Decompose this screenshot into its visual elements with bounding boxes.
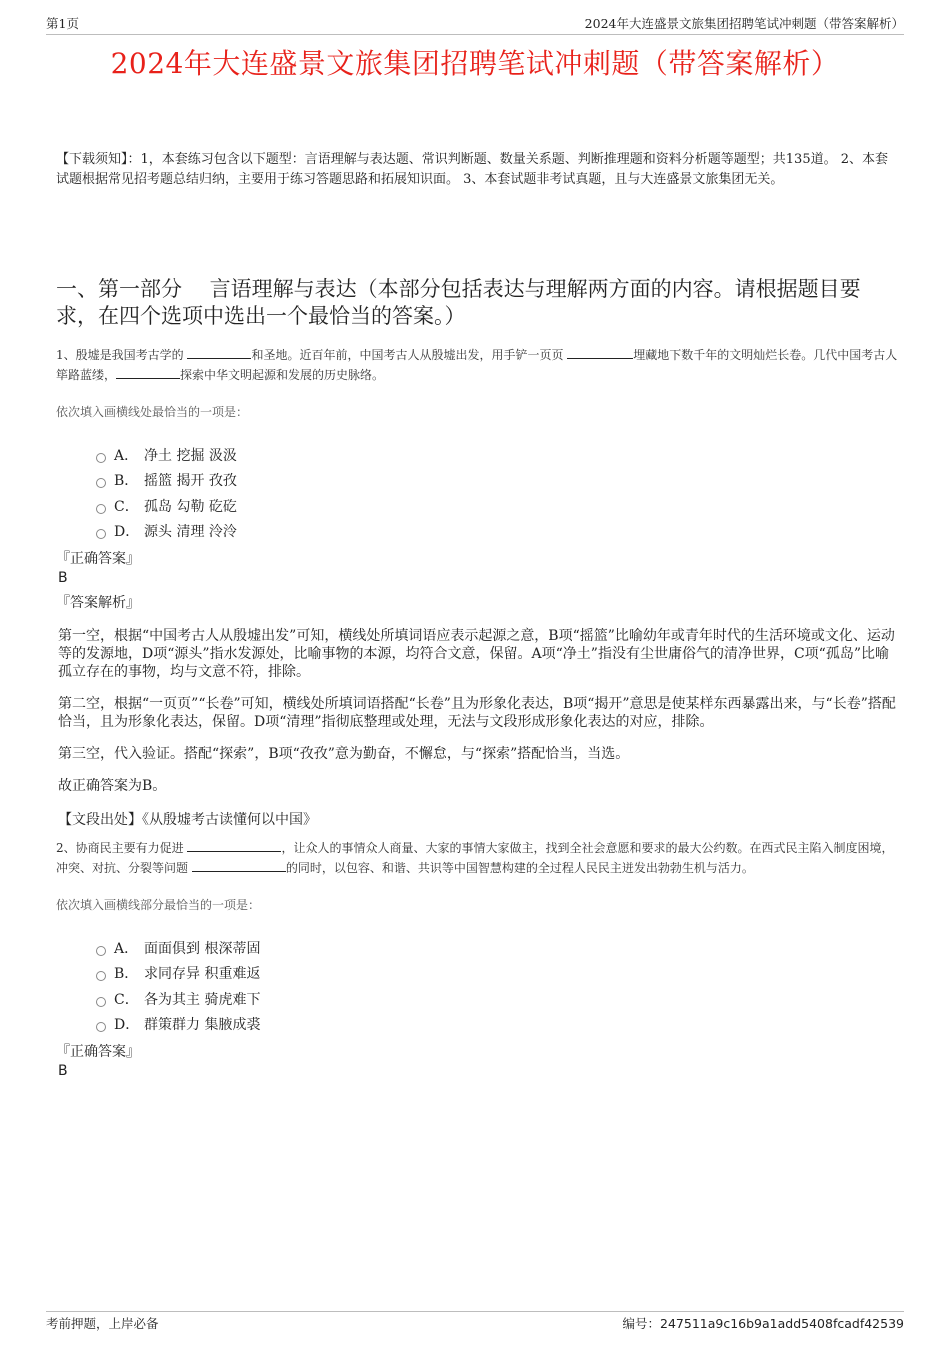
radio-icon[interactable] bbox=[96, 453, 106, 463]
page-header bbox=[46, 14, 904, 35]
radio-icon[interactable] bbox=[96, 1022, 106, 1032]
radio-icon[interactable] bbox=[96, 946, 106, 956]
option-b[interactable]: B． 求同存异 积重难返 bbox=[96, 961, 900, 987]
question-2-stem: 2、协商民主要有力促进 ，让众人的事情众人商量、大家的事情大家做主，找到全社会意愿和要求的最大公约数。在西式民主陷入制度困境，冲突、对抗、分裂等问题 的同时，以包容、和谐、共识等中国智慧构建的全过程人民民主迸发出勃勃生机与活力。 bbox=[56, 841, 894, 875]
option-c[interactable]: C． 孤岛 勾勒 矻矻 bbox=[96, 493, 900, 519]
option-a[interactable]: A． 面面俱到 根深蒂固 bbox=[96, 935, 900, 961]
option-d[interactable]: D． 群策群力 集腋成裘 bbox=[96, 1012, 900, 1038]
option-c[interactable]: C． 各为其主 骑虎难下 bbox=[96, 986, 900, 1012]
radio-icon[interactable] bbox=[96, 529, 106, 539]
radio-icon[interactable] bbox=[96, 504, 106, 514]
analysis-conclusion: 故正确答案为B。 bbox=[58, 778, 167, 794]
option-a[interactable]: A． 净土 挖掘 汲汲 bbox=[96, 442, 900, 468]
header-doc-title: 2024年大连盛景文旅集团招聘笔试冲刺题（带答案解析） bbox=[584, 16, 904, 31]
page-number: 第1页 bbox=[46, 16, 79, 31]
question-1-stem: 1、殷墟是我国考古学的 和圣地。近百年前，中国考古人从殷墟出发，用手铲一页页 埋藏地下数千年的文明灿烂长卷。几代中国考古人筚路蓝缕， 探索中华文明起源和发展的历史脉络。 bbox=[56, 348, 898, 382]
question-1-instruction: 依次填入画横线处最恰当的一项是： bbox=[56, 405, 249, 419]
option-d[interactable]: D． 源头 清理 泠泠 bbox=[96, 519, 900, 545]
analysis-paragraph: 第二空，根据“一页页”“长卷”可知，横线处所填词语搭配“长卷”且为形象化表达，B项“揭开”意思是使某样东西暴露出来，与“长卷”搭配恰当，且为形象化表达，保留。D项“清理”指彻底整理或处理，无法与文段形成形象化表达的对应，排除。 bbox=[58, 696, 896, 730]
document-code: 编号：247511a9c16b9a1add5408fcadf42539 bbox=[622, 1316, 904, 1331]
question-2-instruction: 依次填入画横线部分最恰当的一项是： bbox=[56, 898, 261, 912]
answer-label: 『正确答案』 bbox=[56, 551, 140, 567]
footer-slogan: 考前押题，上岸必备 bbox=[46, 1316, 159, 1331]
page-footer bbox=[46, 1311, 904, 1332]
radio-icon[interactable] bbox=[96, 971, 106, 981]
correct-answer: B bbox=[58, 1063, 68, 1079]
fill-blank bbox=[187, 839, 281, 852]
radio-icon[interactable] bbox=[96, 478, 106, 488]
correct-answer: B bbox=[58, 570, 68, 586]
fill-blank bbox=[116, 366, 180, 379]
question-2 bbox=[56, 838, 900, 1081]
option-b[interactable]: B． 摇篮 揭开 孜孜 bbox=[96, 468, 900, 494]
analysis-paragraph: 第三空，代入验证。搭配“探索”，B项“孜孜”意为勤奋，不懈怠，与“探索”搭配恰当，当选。 bbox=[58, 746, 630, 762]
question-1 bbox=[56, 345, 900, 829]
radio-icon[interactable] bbox=[96, 997, 106, 1007]
document-title: 2024年大连盛景文旅集团招聘笔试冲刺题（带答案解析） bbox=[110, 47, 840, 80]
section-title: 一、第一部分 言语理解与表达（本部分包括表达与理解两方面的内容。请根据题目要求，在四个选项中选出一个最恰当的答案。） bbox=[56, 277, 861, 328]
download-notice: 【下载须知】：1，本套练习包含以下题型：言语理解与表达题、常识判断题、数量关系题、判断推理题和资料分析题等题型；共135道。 2、本套试题根据常见招考题总结归纳，主要用于练习答题思路和拓展知识面。 3、本套试题非考试真题，且与大连盛景文旅集团无关。 bbox=[56, 152, 888, 187]
analysis-paragraph: 第一空，根据“中国考古人从殷墟出发”可知，横线处所填词语应表示起源之意，B项“摇篮”比喻幼年或青年时代的生活环境或文化、运动等的发源地，D项“源头”指水发源处，比喻事物的本源，均符合文意，保留。A项“净土”指没有尘世庸俗气的清净世界，C项“孤岛”比喻孤立存在的事物，均与文意不符，排除。 bbox=[58, 628, 895, 680]
fill-blank bbox=[192, 859, 286, 872]
answer-label: 『正确答案』 bbox=[56, 1044, 140, 1060]
question-2-options bbox=[96, 935, 900, 1037]
passage-source: 【文段出处】《从殷墟考古读懂何以中国》 bbox=[58, 812, 317, 828]
fill-blank bbox=[187, 346, 251, 359]
analysis-label: 『答案解析』 bbox=[56, 595, 140, 611]
question-1-options bbox=[96, 442, 900, 544]
fill-blank bbox=[567, 346, 633, 359]
